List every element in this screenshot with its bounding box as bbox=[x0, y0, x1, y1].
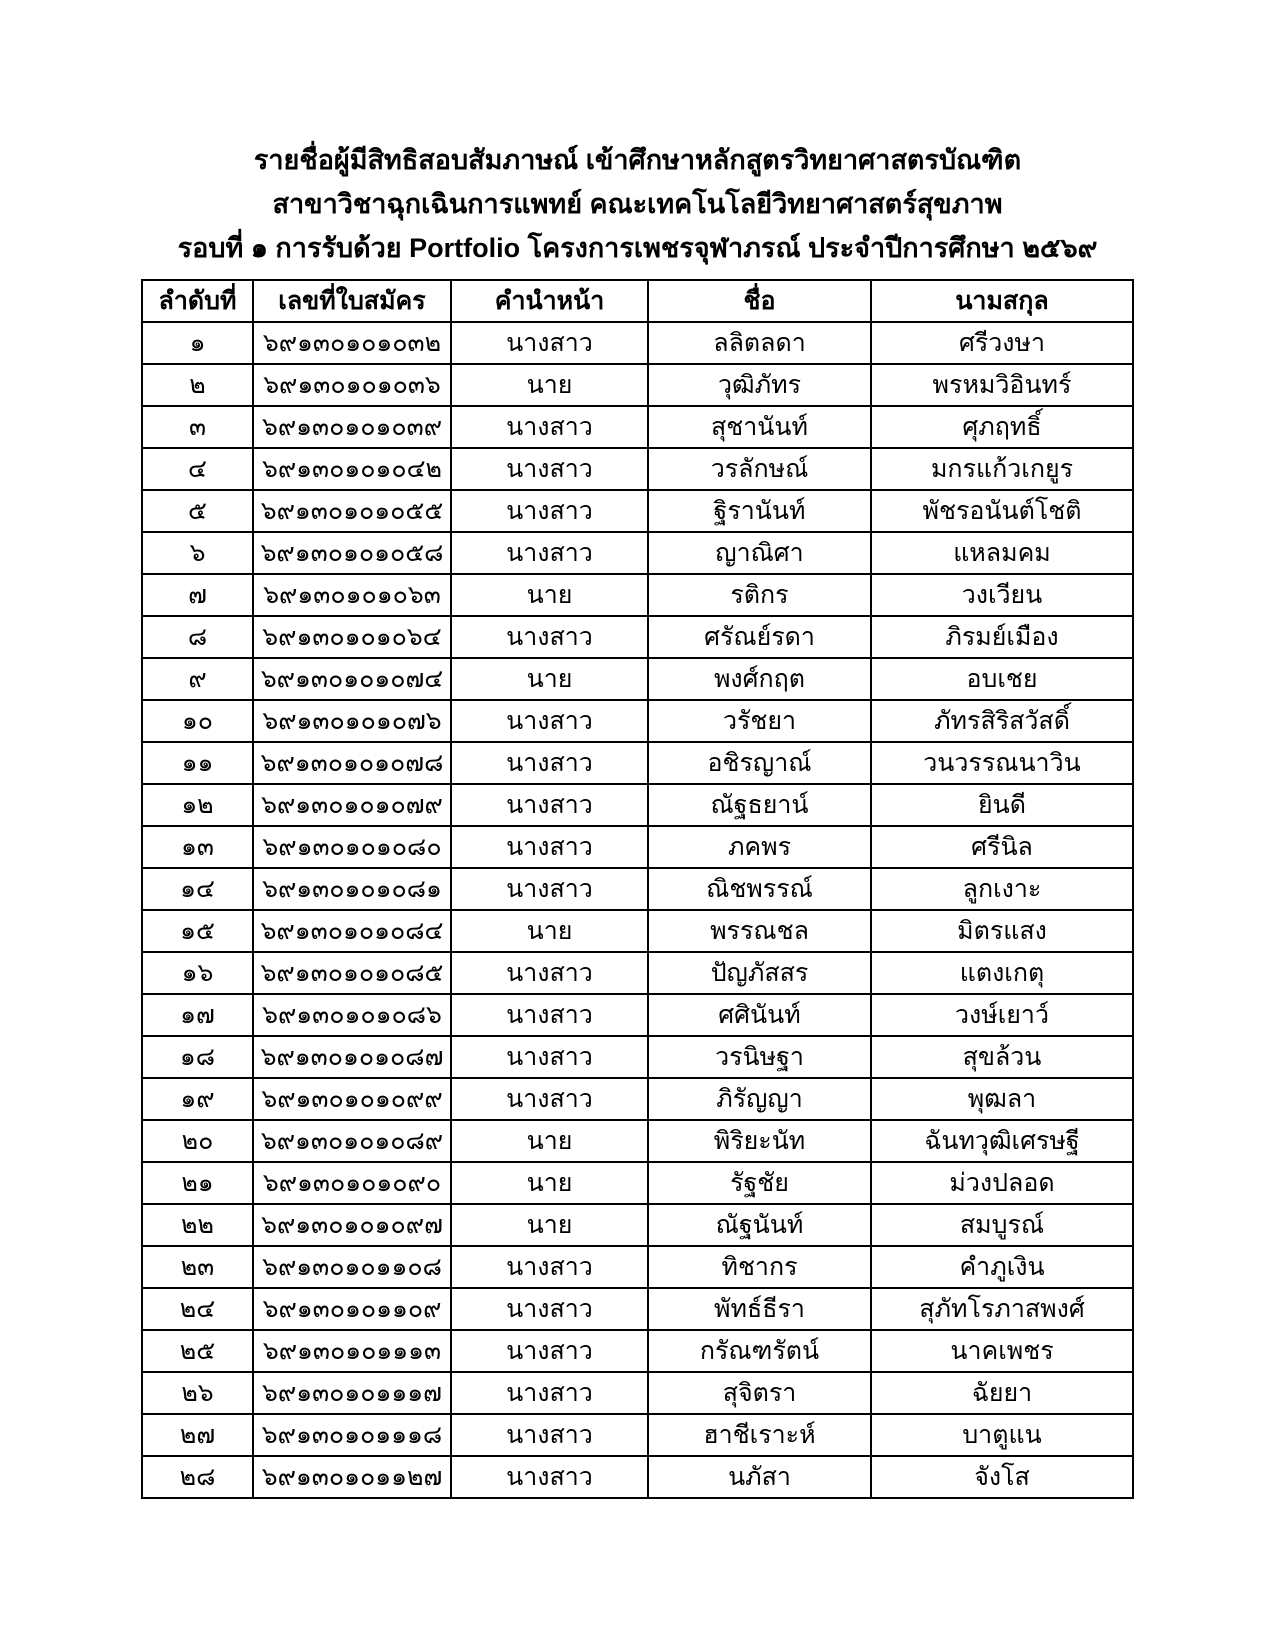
order-number-cell: ๙ bbox=[142, 658, 253, 700]
order-number-cell: ๒ bbox=[142, 364, 253, 406]
title-line-2: สาขาวิชาฉุกเฉินการแพทย์ คณะเทคโนโลยีวิทยาศาสตร์สุขภาพ bbox=[272, 189, 1003, 219]
name-prefix-cell: นาย bbox=[451, 910, 648, 952]
first-name-cell: สุจิตรา bbox=[648, 1372, 871, 1414]
table-row bbox=[142, 994, 1133, 1036]
application-number-cell: ๖๙๑๓๐๑๐๑๐๓๙ bbox=[253, 406, 451, 448]
application-number-cell: ๖๙๑๓๐๑๐๑๐๘๔ bbox=[253, 910, 451, 952]
last-name-cell: แตงเกตุ bbox=[871, 952, 1133, 994]
last-name-cell: ฉัยยา bbox=[871, 1372, 1133, 1414]
table-row bbox=[142, 490, 1133, 532]
first-name-cell: ภคพร bbox=[648, 826, 871, 868]
last-name-cell: พรหมวิอินทร์ bbox=[871, 364, 1133, 406]
last-name-cell: ยินดี bbox=[871, 784, 1133, 826]
table-body bbox=[142, 322, 1133, 1498]
name-prefix-cell: นางสาว bbox=[451, 826, 648, 868]
name-prefix-cell: นางสาว bbox=[451, 784, 648, 826]
first-name-cell: ณัฐนันท์ bbox=[648, 1204, 871, 1246]
last-name-cell: คำภูเงิน bbox=[871, 1246, 1133, 1288]
last-name-cell: ลูกเงาะ bbox=[871, 868, 1133, 910]
application-number-cell: ๖๙๑๓๐๑๐๑๑๑๗ bbox=[253, 1372, 451, 1414]
first-name-cell: สุชานันท์ bbox=[648, 406, 871, 448]
last-name-cell: แหลมคม bbox=[871, 532, 1133, 574]
application-number-cell: ๖๙๑๓๐๑๐๑๐๘๙ bbox=[253, 1120, 451, 1162]
name-prefix-cell: นางสาว bbox=[451, 532, 648, 574]
first-name-cell: ฮาชีเราะห์ bbox=[648, 1414, 871, 1456]
table-row bbox=[142, 322, 1133, 364]
application-number-cell: ๖๙๑๓๐๑๐๑๑๐๙ bbox=[253, 1288, 451, 1330]
table-row bbox=[142, 1288, 1133, 1330]
name-prefix-cell: นางสาว bbox=[451, 742, 648, 784]
table-row bbox=[142, 1120, 1133, 1162]
application-number-cell: ๖๙๑๓๐๑๐๑๐๖๔ bbox=[253, 616, 451, 658]
name-prefix-cell: นางสาว bbox=[451, 994, 648, 1036]
order-number-cell: ๔ bbox=[142, 448, 253, 490]
last-name-cell: ศรีนิล bbox=[871, 826, 1133, 868]
name-prefix-cell: นางสาว bbox=[451, 700, 648, 742]
header-first-name: ชื่อ bbox=[648, 280, 871, 322]
first-name-cell: ณัฐธยาน์ bbox=[648, 784, 871, 826]
name-prefix-cell: นางสาว bbox=[451, 868, 648, 910]
name-prefix-cell: นางสาว bbox=[451, 322, 648, 364]
last-name-cell: มิตรแสง bbox=[871, 910, 1133, 952]
last-name-cell: ภิรมย์เมือง bbox=[871, 616, 1133, 658]
table-row bbox=[142, 1330, 1133, 1372]
order-number-cell: ๘ bbox=[142, 616, 253, 658]
application-number-cell: ๖๙๑๓๐๑๐๑๐๘๖ bbox=[253, 994, 451, 1036]
order-number-cell: ๒๑ bbox=[142, 1162, 253, 1204]
table-row bbox=[142, 784, 1133, 826]
header-order-number: ลำดับที่ bbox=[142, 280, 253, 322]
first-name-cell: พรรณชล bbox=[648, 910, 871, 952]
first-name-cell: ลลิตลดา bbox=[648, 322, 871, 364]
first-name-cell: รติกร bbox=[648, 574, 871, 616]
header-last-name: นามสกุล bbox=[871, 280, 1133, 322]
table-row bbox=[142, 700, 1133, 742]
first-name-cell: ญาณิศา bbox=[648, 532, 871, 574]
application-number-cell: ๖๙๑๓๐๑๐๑๐๙๗ bbox=[253, 1204, 451, 1246]
application-number-cell: ๖๙๑๓๐๑๐๑๐๗๔ bbox=[253, 658, 451, 700]
first-name-cell: พงศ์กฤต bbox=[648, 658, 871, 700]
name-prefix-cell: นาย bbox=[451, 1162, 648, 1204]
title-line-1: รายชื่อผู้มีสิทธิสอบสัมภาษณ์ เข้าศึกษาหลักสูตรวิทยาศาสตรบัณฑิต bbox=[253, 145, 1022, 175]
title-line-3: รอบที่ ๑ การรับด้วย Portfolio โครงการเพชรจุฬาภรณ์ ประจำปีการศึกษา ๒๕๖๙ bbox=[177, 233, 1098, 263]
application-number-cell: ๖๙๑๓๐๑๐๑๐๗๘ bbox=[253, 742, 451, 784]
order-number-cell: ๑๐ bbox=[142, 700, 253, 742]
name-prefix-cell: นางสาว bbox=[451, 1330, 648, 1372]
order-number-cell: ๒๒ bbox=[142, 1204, 253, 1246]
table-row bbox=[142, 448, 1133, 490]
order-number-cell: ๕ bbox=[142, 490, 253, 532]
order-number-cell: ๖ bbox=[142, 532, 253, 574]
last-name-cell: ศุภฤทธิ์ bbox=[871, 406, 1133, 448]
order-number-cell: ๑๙ bbox=[142, 1078, 253, 1120]
first-name-cell: ภิรัญญา bbox=[648, 1078, 871, 1120]
order-number-cell: ๒๖ bbox=[142, 1372, 253, 1414]
name-prefix-cell: นาย bbox=[451, 574, 648, 616]
application-number-cell: ๖๙๑๓๐๑๐๑๐๔๒ bbox=[253, 448, 451, 490]
name-prefix-cell: นางสาว bbox=[451, 1246, 648, 1288]
table-row bbox=[142, 910, 1133, 952]
application-number-cell: ๖๙๑๓๐๑๐๑๑๐๘ bbox=[253, 1246, 451, 1288]
first-name-cell: ปัญภัสสร bbox=[648, 952, 871, 994]
order-number-cell: ๓ bbox=[142, 406, 253, 448]
last-name-cell: วงเวียน bbox=[871, 574, 1133, 616]
order-number-cell: ๑ bbox=[142, 322, 253, 364]
application-number-cell: ๖๙๑๓๐๑๐๑๑๒๗ bbox=[253, 1456, 451, 1498]
name-prefix-cell: นางสาว bbox=[451, 1036, 648, 1078]
table-row bbox=[142, 658, 1133, 700]
first-name-cell: พิริยะนัท bbox=[648, 1120, 871, 1162]
application-number-cell: ๖๙๑๓๐๑๐๑๐๘๑ bbox=[253, 868, 451, 910]
order-number-cell: ๑๘ bbox=[142, 1036, 253, 1078]
order-number-cell: ๒๗ bbox=[142, 1414, 253, 1456]
table-row bbox=[142, 616, 1133, 658]
table-row bbox=[142, 1162, 1133, 1204]
application-number-cell: ๖๙๑๓๐๑๐๑๑๑๓ bbox=[253, 1330, 451, 1372]
name-prefix-cell: นางสาว bbox=[451, 1372, 648, 1414]
name-prefix-cell: นางสาว bbox=[451, 406, 648, 448]
first-name-cell: รัฐชัย bbox=[648, 1162, 871, 1204]
application-number-cell: ๖๙๑๓๐๑๐๑๐๗๖ bbox=[253, 700, 451, 742]
name-prefix-cell: นางสาว bbox=[451, 490, 648, 532]
application-number-cell: ๖๙๑๓๐๑๐๑๐๖๓ bbox=[253, 574, 451, 616]
order-number-cell: ๑๓ bbox=[142, 826, 253, 868]
document-title bbox=[0, 138, 1275, 270]
first-name-cell: ศรัณย์รดา bbox=[648, 616, 871, 658]
name-prefix-cell: นางสาว bbox=[451, 1288, 648, 1330]
application-number-cell: ๖๙๑๓๐๑๐๑๐๘๕ bbox=[253, 952, 451, 994]
table-row bbox=[142, 364, 1133, 406]
table-row bbox=[142, 826, 1133, 868]
name-prefix-cell: นางสาว bbox=[451, 1456, 648, 1498]
table-header-row bbox=[142, 280, 1133, 322]
application-number-cell: ๖๙๑๓๐๑๐๑๐๘๗ bbox=[253, 1036, 451, 1078]
name-prefix-cell: นางสาว bbox=[451, 616, 648, 658]
application-number-cell: ๖๙๑๓๐๑๐๑๐๙๙ bbox=[253, 1078, 451, 1120]
order-number-cell: ๑๒ bbox=[142, 784, 253, 826]
table-row bbox=[142, 574, 1133, 616]
order-number-cell: ๑๗ bbox=[142, 994, 253, 1036]
table-row bbox=[142, 1456, 1133, 1498]
last-name-cell: วงษ์เยาว์ bbox=[871, 994, 1133, 1036]
first-name-cell: ทิชากร bbox=[648, 1246, 871, 1288]
table-row bbox=[142, 742, 1133, 784]
table-row bbox=[142, 532, 1133, 574]
order-number-cell: ๑๑ bbox=[142, 742, 253, 784]
last-name-cell: อบเชย bbox=[871, 658, 1133, 700]
last-name-cell: สุขล้วน bbox=[871, 1036, 1133, 1078]
application-number-cell: ๖๙๑๓๐๑๐๑๐๓๖ bbox=[253, 364, 451, 406]
application-number-cell: ๖๙๑๓๐๑๐๑๐๗๙ bbox=[253, 784, 451, 826]
last-name-cell: มกรแก้วเกยูร bbox=[871, 448, 1133, 490]
header-application-number: เลขที่ใบสมัคร bbox=[253, 280, 451, 322]
application-number-cell: ๖๙๑๓๐๑๐๑๐๕๕ bbox=[253, 490, 451, 532]
application-number-cell: ๖๙๑๓๐๑๐๑๐๓๒ bbox=[253, 322, 451, 364]
order-number-cell: ๒๕ bbox=[142, 1330, 253, 1372]
last-name-cell: ม่วงปลอด bbox=[871, 1162, 1133, 1204]
first-name-cell: กรัณฑรัตน์ bbox=[648, 1330, 871, 1372]
order-number-cell: ๒๐ bbox=[142, 1120, 253, 1162]
name-prefix-cell: นาย bbox=[451, 658, 648, 700]
name-prefix-cell: นางสาว bbox=[451, 448, 648, 490]
last-name-cell: สมบูรณ์ bbox=[871, 1204, 1133, 1246]
application-number-cell: ๖๙๑๓๐๑๐๑๐๕๘ bbox=[253, 532, 451, 574]
last-name-cell: ภัทรสิริสวัสดิ์ bbox=[871, 700, 1133, 742]
order-number-cell: ๑๕ bbox=[142, 910, 253, 952]
order-number-cell: ๒๔ bbox=[142, 1288, 253, 1330]
order-number-cell: ๑๖ bbox=[142, 952, 253, 994]
first-name-cell: ณิชพรรณ์ bbox=[648, 868, 871, 910]
first-name-cell: พัทธ์ธีรา bbox=[648, 1288, 871, 1330]
table-row bbox=[142, 1372, 1133, 1414]
header-name-prefix: คำนำหน้า bbox=[451, 280, 648, 322]
order-number-cell: ๑๔ bbox=[142, 868, 253, 910]
table-row bbox=[142, 1414, 1133, 1456]
first-name-cell: นภัสา bbox=[648, 1456, 871, 1498]
application-number-cell: ๖๙๑๓๐๑๐๑๐๘๐ bbox=[253, 826, 451, 868]
table-row bbox=[142, 1078, 1133, 1120]
name-prefix-cell: นาย bbox=[451, 1120, 648, 1162]
table-row bbox=[142, 1036, 1133, 1078]
application-number-cell: ๖๙๑๓๐๑๐๑๐๙๐ bbox=[253, 1162, 451, 1204]
application-number-cell: ๖๙๑๓๐๑๐๑๑๑๘ bbox=[253, 1414, 451, 1456]
table-row bbox=[142, 406, 1133, 448]
last-name-cell: ศรีวงษา bbox=[871, 322, 1133, 364]
last-name-cell: สุภัทโรภาสพงศ์ bbox=[871, 1288, 1133, 1330]
name-prefix-cell: นาย bbox=[451, 1204, 648, 1246]
name-prefix-cell: นาย bbox=[451, 364, 648, 406]
order-number-cell: ๒๘ bbox=[142, 1456, 253, 1498]
last-name-cell: พุฒลา bbox=[871, 1078, 1133, 1120]
table-row bbox=[142, 952, 1133, 994]
applicants-table bbox=[141, 279, 1134, 1499]
name-prefix-cell: นางสาว bbox=[451, 1078, 648, 1120]
first-name-cell: วรนิษฐา bbox=[648, 1036, 871, 1078]
first-name-cell: อชิรญาณ์ bbox=[648, 742, 871, 784]
first-name-cell: วุฒิภัทร bbox=[648, 364, 871, 406]
last-name-cell: ฉันทวุฒิเศรษฐี bbox=[871, 1120, 1133, 1162]
first-name-cell: ศศินันท์ bbox=[648, 994, 871, 1036]
first-name-cell: วรลักษณ์ bbox=[648, 448, 871, 490]
name-prefix-cell: นางสาว bbox=[451, 1414, 648, 1456]
table-row bbox=[142, 1204, 1133, 1246]
last-name-cell: บาตูแน bbox=[871, 1414, 1133, 1456]
first-name-cell: ฐิรานันท์ bbox=[648, 490, 871, 532]
last-name-cell: จังโส bbox=[871, 1456, 1133, 1498]
name-prefix-cell: นางสาว bbox=[451, 952, 648, 994]
last-name-cell: พัชรอนันต์โชติ bbox=[871, 490, 1133, 532]
order-number-cell: ๗ bbox=[142, 574, 253, 616]
order-number-cell: ๒๓ bbox=[142, 1246, 253, 1288]
table-row bbox=[142, 1246, 1133, 1288]
last-name-cell: นาคเพชร bbox=[871, 1330, 1133, 1372]
last-name-cell: วนวรรณนาวิน bbox=[871, 742, 1133, 784]
table-row bbox=[142, 868, 1133, 910]
first-name-cell: วรัชยา bbox=[648, 700, 871, 742]
